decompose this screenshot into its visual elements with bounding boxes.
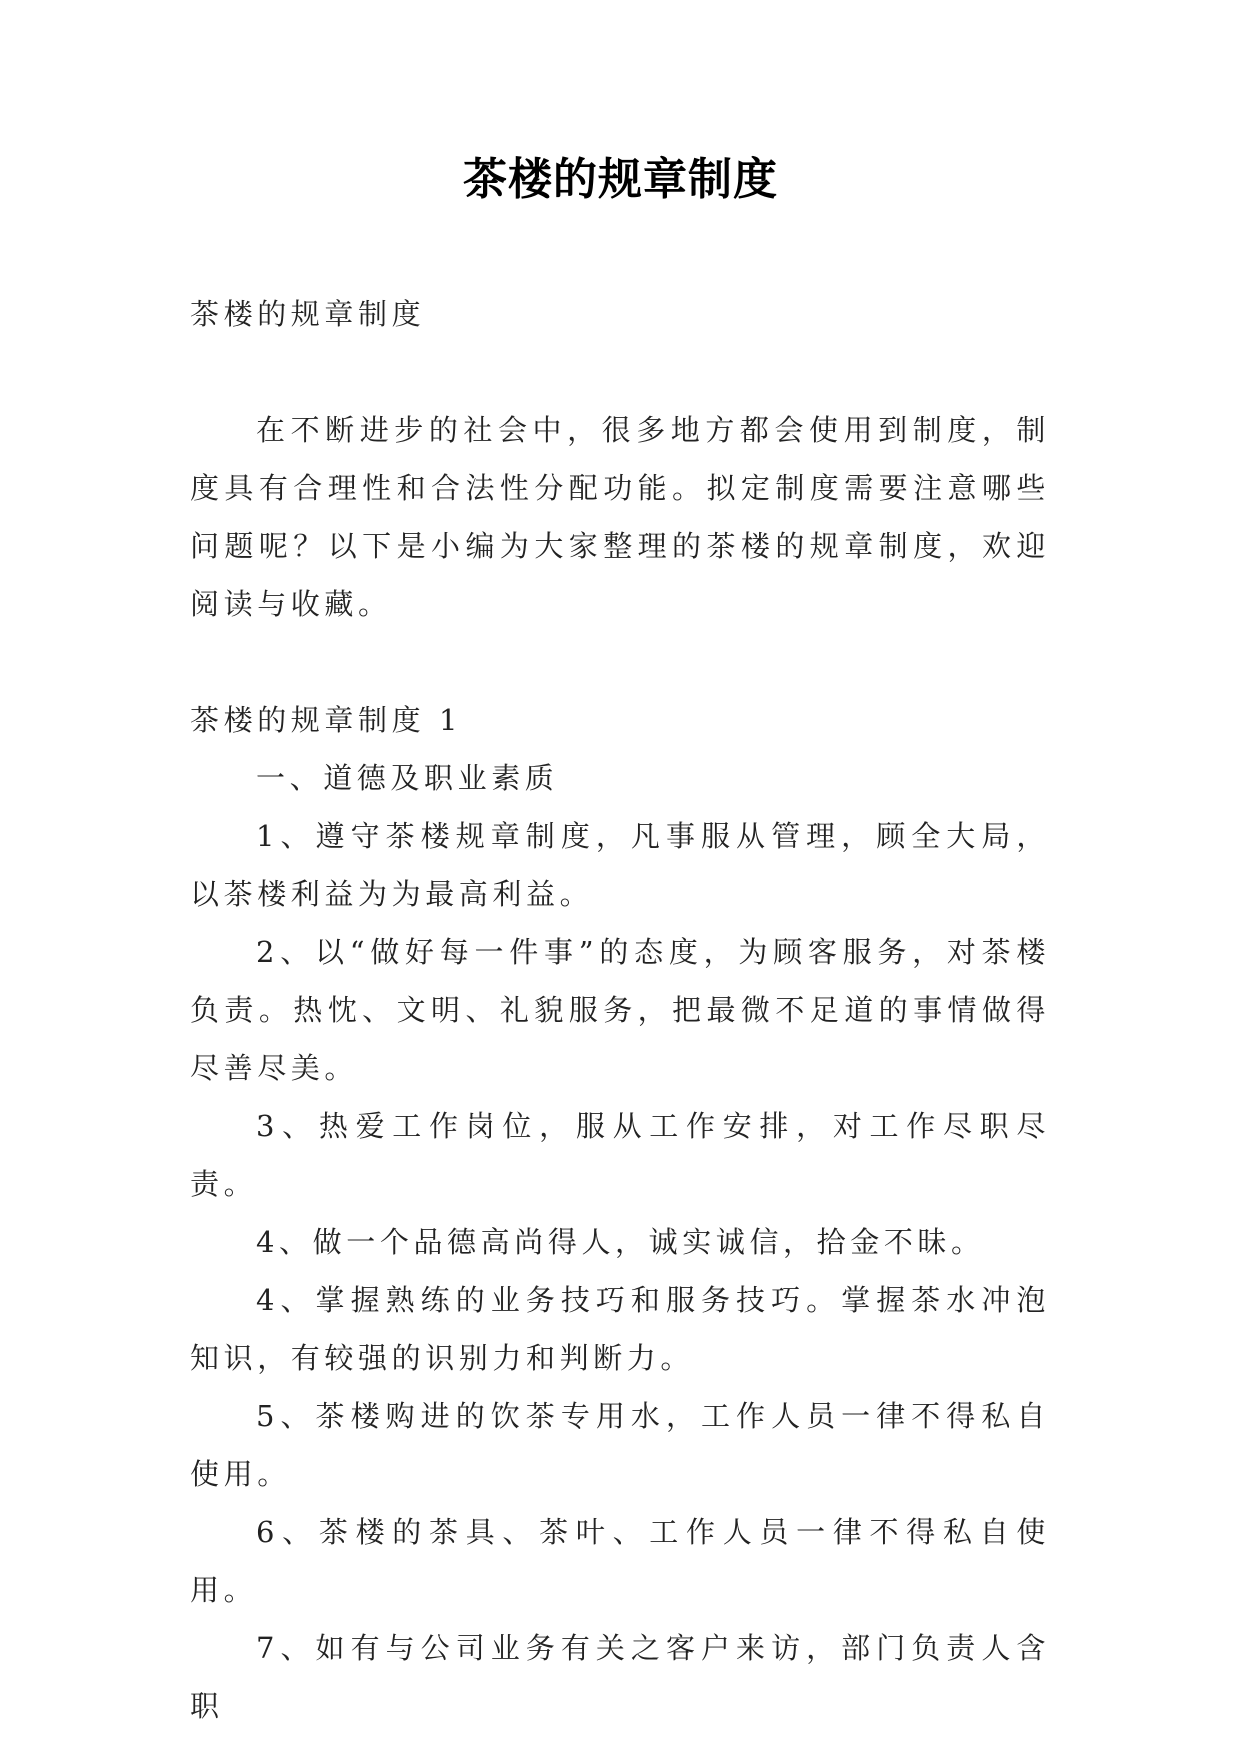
- rule-item: 3、热爱工作岗位，服从工作安排，对工作尽职尽责。: [190, 1109, 1050, 1201]
- rule-item: 1、遵守茶楼规章制度，凡事服从管理，顾全大局，以茶楼利益为为最高利益。: [190, 819, 1050, 911]
- intro-paragraph: 在不断进步的社会中，很多地方都会使用到制度，制度具有合理性和合法性分配功能。拟定制度需要注意哪些问题呢？以下是小编为大家整理的茶楼的规章制度，欢迎阅读与收藏。: [190, 413, 1050, 621]
- document-body: [190, 285, 1050, 1735]
- section-subheading: 一、道德及职业素质: [256, 761, 559, 795]
- rule-item: 5、茶楼购进的饮茶专用水，工作人员一律不得私自使用。: [190, 1399, 1050, 1491]
- document-title: 茶楼的规章制度: [463, 154, 778, 205]
- section-heading: 茶楼的规章制度 1: [190, 703, 463, 737]
- document-subtitle: 茶楼的规章制度: [190, 297, 426, 331]
- rule-item: 2、以“做好每一件事”的态度，为顾客服务，对茶楼负责。热忱、文明、礼貌服务，把最微不足道的事情做得尽善尽美。: [190, 935, 1050, 1085]
- rule-item: 4、掌握熟练的业务技巧和服务技巧。掌握茶水冲泡知识，有较强的识别力和判断力。: [190, 1283, 1050, 1375]
- rule-item: 6、茶楼的茶具、茶叶、工作人员一律不得私自使用。: [190, 1515, 1050, 1607]
- rule-item: 7、如有与公司业务有关之客户来访，部门负责人含职: [190, 1631, 1050, 1723]
- rule-item: 4、做一个品德高尚得人，诚实诚信，拾金不昧。: [256, 1225, 985, 1259]
